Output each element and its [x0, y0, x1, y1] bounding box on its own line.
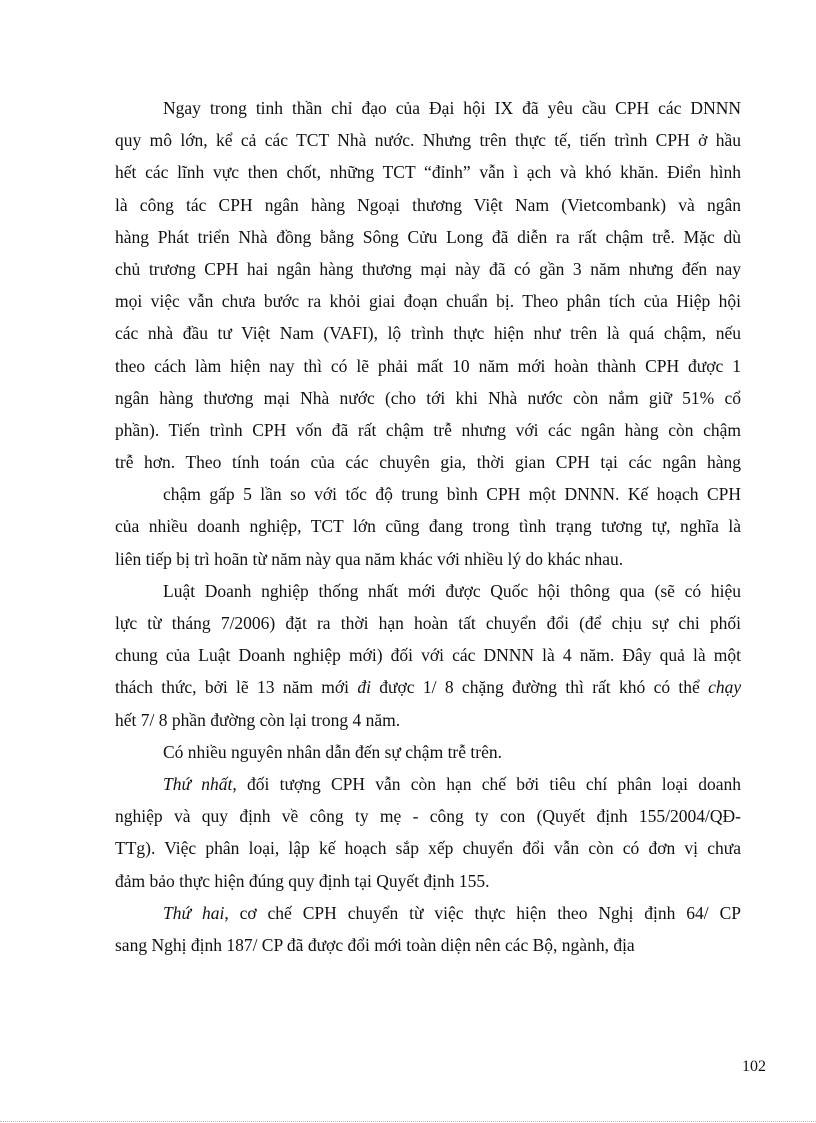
text-line: các nhà đầu tư Việt Nam (VAFI), lộ trình thực hiện như trên là quá chậm, nếu: [115, 323, 741, 344]
text-run: chặng: [461, 677, 504, 698]
document-body: [115, 92, 741, 961]
text-run: thì: [565, 677, 584, 698]
text-run: bởi: [204, 677, 228, 698]
text-line: mọi việc vẫn chưa bước ra khỏi giai đoạn chuẩn bị. Theo phân tích của Hiệp hội: [115, 291, 741, 312]
text-line: Có nhiều nguyên nhân dẫn đến sự chậm trễ trên.: [163, 741, 502, 762]
text-line: chậm gấp 5 lần so với tốc độ trung bình CPH một DNNN. Kế hoạch CPH: [163, 484, 741, 505]
text-line: [115, 897, 741, 929]
page-divider: [0, 1121, 816, 1122]
text-run: 8: [444, 677, 454, 698]
text-line: theo cách làm hiện nay thì có lẽ phải mất 10 năm mới hoàn thành CPH được 1: [115, 355, 741, 376]
text-run: 1/: [422, 677, 437, 698]
text-run: 13: [256, 677, 275, 698]
text-line: chung của Luật Doanh nghiệp mới) đối với các DNNN là 4 năm. Đây quả là một: [115, 645, 741, 666]
text-line: phần). Tiến trình CPH vốn đã rất chậm trễ nhưng với các ngân hàng còn chậm: [115, 419, 741, 440]
text-line: [115, 768, 741, 800]
text-line: sang Nghị định 187/ CP đã được đổi mới toàn diện nên các Bộ, ngành, địa: [115, 934, 635, 955]
paragraph-lead: Thứ nhất: [163, 773, 233, 794]
text-line: hàng Phát triển Nhà đồng bằng Sông Cửu Long đã diễn ra rất chậm trễ. Mặc dù: [115, 226, 741, 247]
page-number: 102: [742, 1058, 766, 1075]
text-run: , đối tượng CPH vẫn còn hạn chế bởi tiêu chí phân loại doanh: [232, 773, 742, 794]
text-run: , cơ chế CPH chuyển từ việc thực hiện theo Nghị định 64/ CP: [224, 902, 741, 923]
text-run: đường: [512, 677, 558, 698]
text-line: là công tác CPH ngân hàng Ngoại thương Việt Nam (Vietcombank) và ngân: [115, 194, 741, 215]
text-run: được: [379, 677, 415, 698]
italic-word: đi: [357, 677, 371, 698]
text-line: liên tiếp bị trì hoãn từ năm này qua năm khác với nhiều lý do khác nhau.: [115, 548, 624, 569]
text-run: lẽ: [236, 677, 249, 698]
text-line: Luật Doanh nghiệp thống nhất mới được Quốc hội thông qua (sẽ có hiệu: [163, 580, 741, 601]
text-line: đảm bảo thực hiện đúng quy định tại Quyết định 155.: [115, 870, 490, 891]
text-line: ngân hàng thương mại Nhà nước (cho tới khi Nhà nước còn nắm giữ 51% cổ: [115, 387, 741, 408]
paragraph-lead: Thứ hai: [163, 902, 225, 923]
text-run: thể: [678, 677, 700, 698]
text-line: hết 7/ 8 phần đường còn lại trong 4 năm.: [115, 709, 401, 730]
text-line: nghiệp và quy định về công ty mẹ - công ty con (Quyết định 155/2004/QĐ-: [115, 806, 741, 827]
text-line: lực từ tháng 7/2006) đặt ra thời hạn hoàn tất chuyển đổi (để chịu sự chi phối: [115, 613, 741, 633]
text-line: trễ hơn. Theo tính toán của các chuyên gia, thời gian CPH tại các ngân hàng: [115, 452, 741, 473]
text-run: mới: [321, 677, 350, 698]
text-line: TTg). Việc phân loại, lập kế hoạch sắp xếp chuyển đổi vẫn còn có đơn vị chưa: [115, 838, 741, 859]
text-line: quy mô lớn, kể cả các TCT Nhà nước. Nhưng trên thực tế, tiến trình CPH ở hầu: [115, 130, 741, 151]
text-run: thức,: [161, 677, 197, 698]
text-line: Ngay trong tinh thần chỉ đạo của Đại hội IX đã yêu cầu CPH các DNNN: [163, 98, 741, 118]
text-line-with-italics: [115, 671, 741, 703]
text-run: khó: [618, 677, 646, 698]
text-run: thách: [115, 677, 153, 698]
text-line: của nhiều doanh nghiệp, TCT lớn cũng đang trong tình trạng tương tự, nghĩa là: [115, 516, 741, 537]
text-line: chủ trương CPH hai ngân hàng thương mại này đã có gần 3 năm nhưng đến nay: [115, 258, 741, 279]
text-line: hết các lĩnh vực then chốt, những TCT “đỉnh” vẫn ì ạch và khó khăn. Điển hình: [115, 162, 741, 183]
italic-word: chạy: [708, 677, 742, 698]
text-run: năm: [282, 677, 313, 698]
text-run: có: [653, 677, 671, 698]
text-run: rất: [592, 677, 611, 698]
